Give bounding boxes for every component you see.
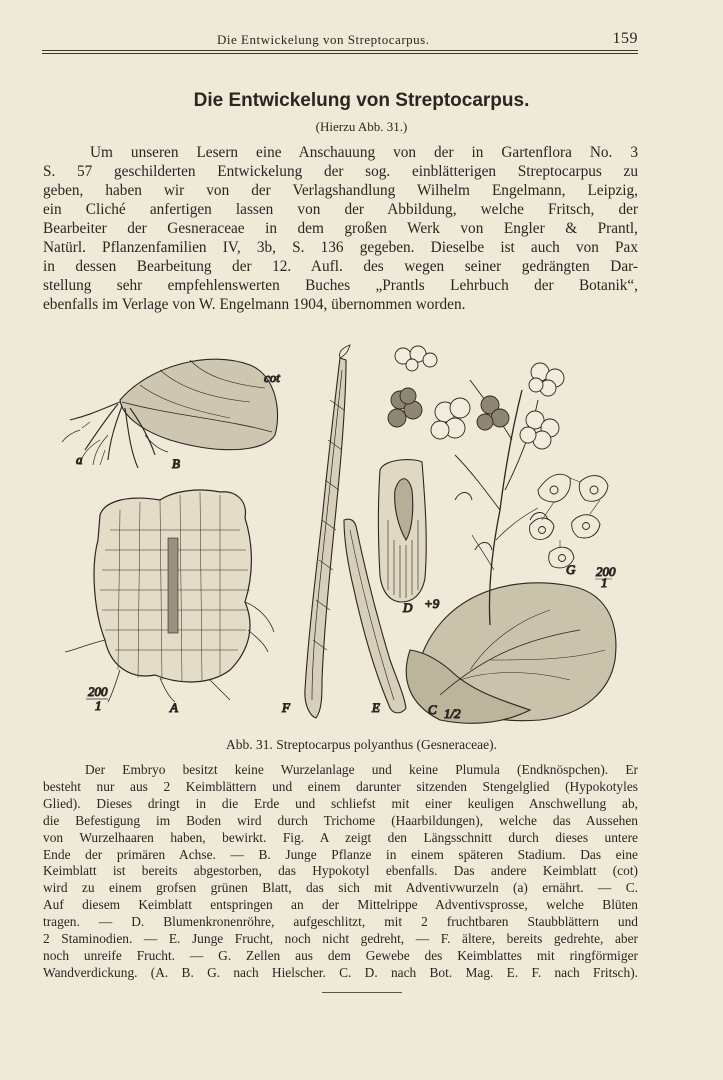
intro-line: geben, haben wir von der Verlagshandlung Wilhelm Engelmann, Leipzig, — [43, 182, 638, 199]
running-title: Die Entwickelung von Streptocarpus. — [217, 32, 430, 47]
label-E: E — [372, 700, 380, 715]
intro-line: ein Cliché anfertigen lassen von der Abbildung, welche Fritsch, der — [43, 201, 638, 218]
scale-G-den: 1 — [601, 575, 608, 590]
label-D-scale: +9 — [424, 596, 440, 611]
description-line: Wandverdickung. (A. B. G. nach Hielscher. C. D. nach Bot. Mag. E. F. nach Fritsch). — [43, 964, 638, 980]
older-fruit-F — [305, 345, 350, 718]
intro-line: Bearbeiter der Gesneraceae in dem großen Werk von Engler & Prantl, — [43, 220, 638, 237]
section-A — [65, 490, 274, 702]
description-line: besteht nur aus 2 Keimblättern und einem darunter sitzenden Stengelglied (Hypokotyles — [43, 778, 638, 794]
label-cot: cot — [264, 370, 280, 385]
label-a: a — [76, 452, 83, 467]
description-line: Ende der primären Achse. — B. Junge Pflanze in einem späteren Stadium. Das eine — [43, 846, 638, 862]
end-rule — [322, 992, 402, 993]
description-line: Der Embryo besitzt keine Wurzelanlage und keine Plumula (Endknöspchen). Er — [85, 762, 638, 777]
page-number: 159 — [612, 30, 638, 47]
figure-illustration — [60, 340, 620, 725]
description-line: Auf diesem Keimblatt entspringen an der Mittelrippe Adventivsprosse, welche Blüten — [43, 897, 638, 913]
running-header — [42, 30, 638, 52]
scale-A-den: 1 — [95, 698, 102, 713]
description-paragraph — [43, 762, 638, 982]
description-line: 2 Staminodien. — E. Junge Frucht, noch nicht gedreht, — F. ältere, bereits gedrehte, aber — [43, 931, 638, 947]
description-line: wird zu einem grofsen grünen Blatt, das sich mit Adventivwurzeln (a) ernährt. — C. — [43, 880, 638, 896]
label-A: A — [170, 700, 178, 715]
label-F: F — [282, 700, 290, 715]
cells-G — [530, 474, 608, 568]
intro-line: stellung sehr empfehlenswerten Buches „Prantls Lehrbuch der Botanik“, — [43, 277, 638, 294]
young-plant-B — [62, 359, 278, 468]
article-title: Die Entwickelung von Streptocarpus. — [193, 90, 530, 111]
label-G: G — [566, 562, 576, 577]
label-B: B — [172, 456, 180, 471]
intro-line: in dessen Bearbeitung der 12. Aufl. des wegen seiner gedrängten Dar- — [43, 258, 638, 275]
intro-line: S. 57 geschilderten Entwickelung der sog. einblätterigen Streptocarpus zu — [43, 163, 638, 180]
corolla-tube-D — [379, 460, 427, 602]
intro-line: Um unseren Lesern eine Anschauung von der in Gartenflora No. 3 — [90, 144, 638, 161]
scale-A-num: 200 — [88, 684, 108, 699]
botanical-figure — [60, 340, 620, 725]
label-C-scale: 1/2 — [444, 706, 461, 721]
article-subtitle: (Hierzu Abb. 31.) — [315, 119, 408, 134]
description-line: die Befestigung im Boden wird durch Trichome (Haarbildungen), welche das Aussehen — [43, 812, 638, 828]
description-line: Glied). Dieses dringt in die Erde und schliefst mit einer keuligen Anschwellung ab, — [43, 795, 638, 811]
description-line: noch unreife Frucht. — G. Zellen aus dem Gewebe des Keimblattes mit ringförmiger — [43, 947, 638, 963]
header-rule-double — [42, 53, 638, 54]
intro-paragraph — [43, 143, 638, 314]
figure-caption: Abb. 31. Streptocarpus polyanthus (Gesneraceae). — [225, 737, 498, 752]
header-rule — [42, 50, 638, 51]
description-line: Keimblatt ist bereits abgestorben, das Hypokotyl ebenfalls. Das andere Keimblatt (cot) — [43, 863, 638, 879]
intro-line: ebenfalls im Verlage von W. Engelmann 1904, übernommen worden. — [43, 296, 466, 313]
label-D: D — [403, 600, 413, 615]
description-line: tragen. — D. Blumenkronenröhre, aufgeschlitzt, mit 2 fruchtbaren Staubblättern und — [43, 914, 638, 930]
label-C: C — [428, 702, 437, 717]
description-line: von Wurzelhaaren haben, bewirkt. Fig. A zeigt den Längsschnitt durch dieses untere — [43, 829, 638, 845]
scale-G-num: 200 — [596, 564, 616, 579]
intro-line: Natürl. Pflanzenfamilien IV, 3b, S. 136 gegeben. Dieselbe ist auch von Pax — [43, 239, 638, 256]
